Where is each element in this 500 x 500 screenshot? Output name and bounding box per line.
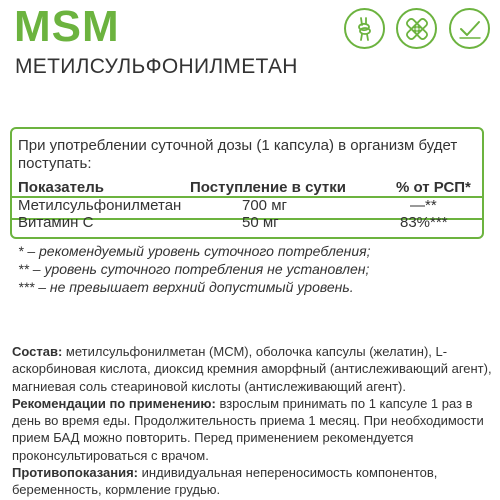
footnotes — [18, 242, 488, 296]
composition-paragraph — [12, 343, 492, 395]
nutrition-intro: При употреблении суточной дозы (1 капсула) в организм будет поступать: — [18, 137, 458, 172]
skin-bandage-icon — [396, 8, 437, 49]
usage-label: Рекомендации по применению: — [12, 395, 216, 411]
footnote: *** – не превышает верхний допустимый уровень. — [18, 279, 354, 295]
contraindications-paragraph — [12, 464, 492, 499]
row-name: Метилсульфонилметан — [18, 197, 182, 214]
column-header-rsp-percent: % от РСП* — [396, 179, 471, 196]
footnote: * – рекомендуемый уровень суточного потребления; — [18, 243, 371, 259]
contraindications-text: индивидуальная непереносимость компонентов, беременность, кормление грудью. — [12, 465, 438, 498]
gmp-check-icon — [449, 8, 490, 49]
nutrition-table — [18, 179, 478, 231]
table-row — [18, 197, 478, 214]
row-amount: 50 мг — [242, 214, 279, 231]
row-percent: 83%*** — [400, 214, 448, 231]
product-description — [12, 343, 492, 499]
usage-paragraph — [12, 395, 492, 464]
column-header-indicator: Показатель — [18, 179, 105, 196]
row-name: Витамин С — [18, 214, 94, 231]
usage-text: взрослым принимать по 1 капсуле 1 раз в день во время еды. Продолжительность приема 1 месяц. При необходимости прием БАД можно повторить. Перед применением рекомендуется проконсультироваться с врачом. — [12, 395, 484, 463]
row-percent: —** — [410, 197, 437, 214]
product-subtitle: МЕТИЛСУЛЬФОНИЛМЕТАН — [15, 55, 298, 78]
product-title: MSM — [14, 2, 120, 51]
contraindications-label: Противопоказания: — [12, 465, 138, 481]
composition-text: метилсульфонилметан (МСМ), оболочка капсулы (желатин), L-аскорбиновая кислота, диоксид кремния аморфный (антислеживающий агент), магниевая соль стеариновой кислоты (антислеживающий агент). — [12, 344, 492, 394]
footnote: ** – уровень суточного потребления не установлен; — [18, 261, 370, 277]
row-amount: 700 мг — [242, 197, 287, 214]
joint-icon — [344, 8, 385, 49]
composition-label: Состав: — [12, 344, 63, 359]
table-row — [18, 214, 478, 231]
column-header-daily-intake: Поступление в сутки — [190, 179, 347, 196]
table-header-row — [18, 179, 478, 197]
